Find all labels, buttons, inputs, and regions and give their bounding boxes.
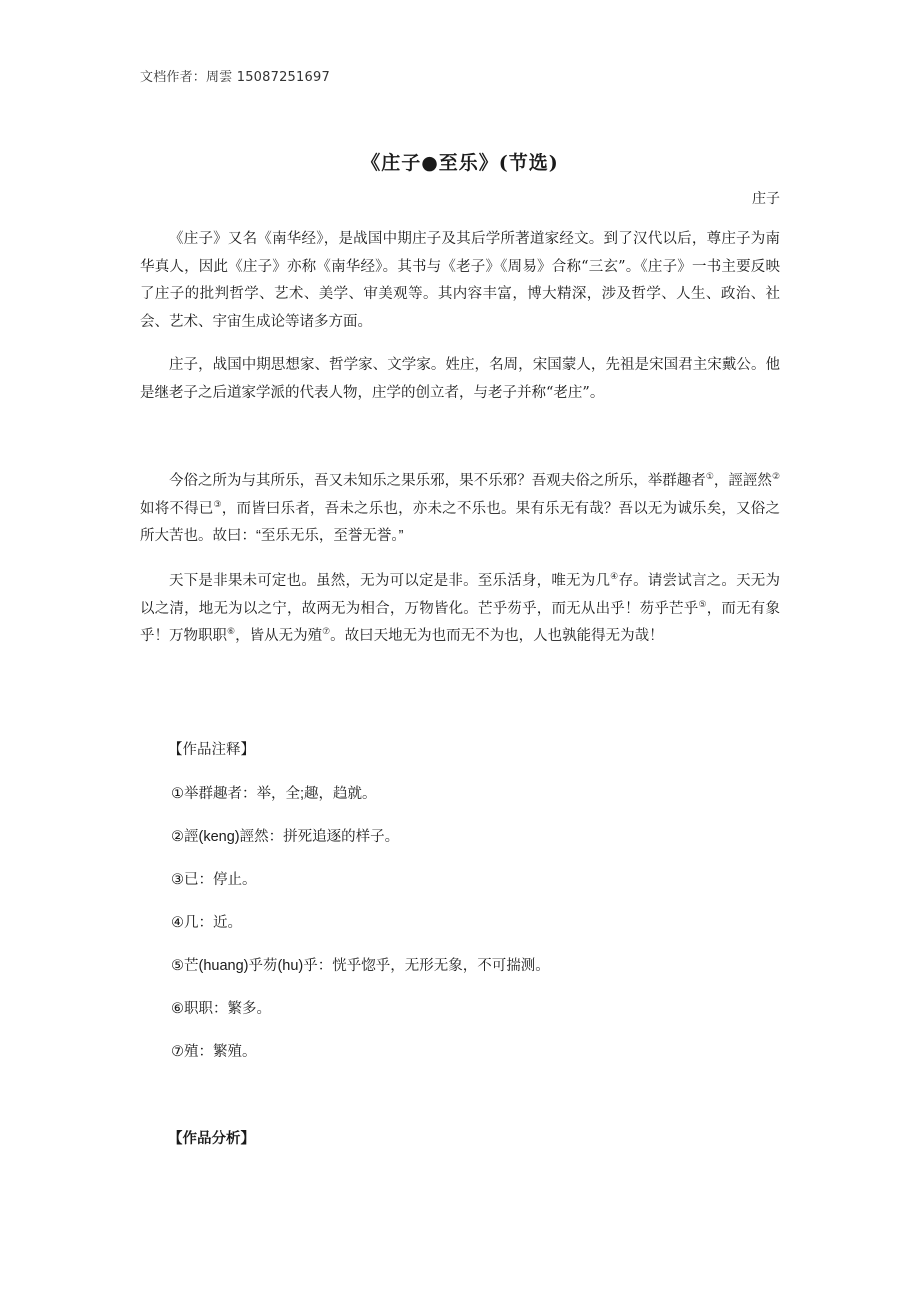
notes-heading: 【作品注释】 — [168, 742, 255, 758]
footnote-marker-7: ⑦ — [322, 626, 331, 637]
note-item: ⑥职职：繁多。 — [171, 1001, 271, 1017]
footnote-marker-3: ③ — [213, 498, 222, 509]
document-author-header: 文档作者：周雲 15087251697 — [140, 70, 330, 85]
footnote-marker-1: ① — [705, 471, 714, 482]
intro-paragraph-1: 《庄子》又名《南华经》，是战国中期庄子及其后学所著道家经文。到了汉代以后，尊庄子为南华真人，因此《庄子》亦称《南华经》。其书与《老子》《周易》合称“三玄”。《庄子》一书主要反映了庄子的批判哲学、艺术、美学、审美观等。其内容丰富，博大精深，涉及哲学、人生、政治、社会、艺术、宇宙生成论等诸多方面。 — [140, 231, 780, 330]
footnote-marker-2: ② — [771, 471, 781, 482]
document-title: 《庄子●至乐》(节选) — [361, 152, 559, 174]
text-paragraph-2: 天下是非果未可定也。虽然，无为可以定是非。至乐活身，唯无为几④存。请尝试言之。天无为以之清，地无为以之宁，故两无为相合，万物皆化。芒乎芴乎，而无从出乎！芴乎芒乎⑤，而无有象乎！万物职职⑥，皆从无为殖⑦。故曰天地无为也而无不为也，人也孰能得无为哉！ — [140, 571, 781, 644]
text-paragraph-1: 今俗之所为与其所乐，吾又未知乐之果乐邪，果不乐邪？吾观夫俗之所乐，举群趣者①，誙誙然②如将不得已③，而皆曰乐者，吾未之乐也，亦未之不乐也。果有乐无有哉？吾以无为诚乐矣，又俗之所大苦也。故曰：“至乐无乐，至誉无誉。” — [140, 471, 781, 544]
note-item: ③已：停止。 — [171, 872, 257, 888]
intro-paragraph-2: 庄子，战国中期思想家、哲学家、文学家。姓庄，名周，宋国蒙人，先祖是宋国君主宋戴公。他是继老子之后道家学派的代表人物，庄学的创立者，与老子并称“老庄”。 — [140, 357, 780, 401]
note-item: ①举群趣者：举，全;趣，趋就。 — [171, 786, 377, 802]
footnote-marker-5: ⑤ — [698, 598, 707, 609]
footnote-marker-6: ⑥ — [227, 626, 236, 637]
author-byline: 庄子 — [752, 191, 780, 207]
footnote-marker-4: ④ — [610, 571, 619, 582]
note-item: ⑤芒(huang)乎芴(hu)乎：恍乎惚乎，无形无象，不可揣测。 — [171, 958, 550, 974]
note-item: ⑦殖：繁殖。 — [171, 1044, 257, 1060]
note-item: ④几：近。 — [171, 915, 242, 931]
note-item: ②誙(keng)誙然：拼死追逐的样子。 — [171, 829, 400, 845]
analysis-heading: 【作品分析】 — [168, 1131, 255, 1147]
